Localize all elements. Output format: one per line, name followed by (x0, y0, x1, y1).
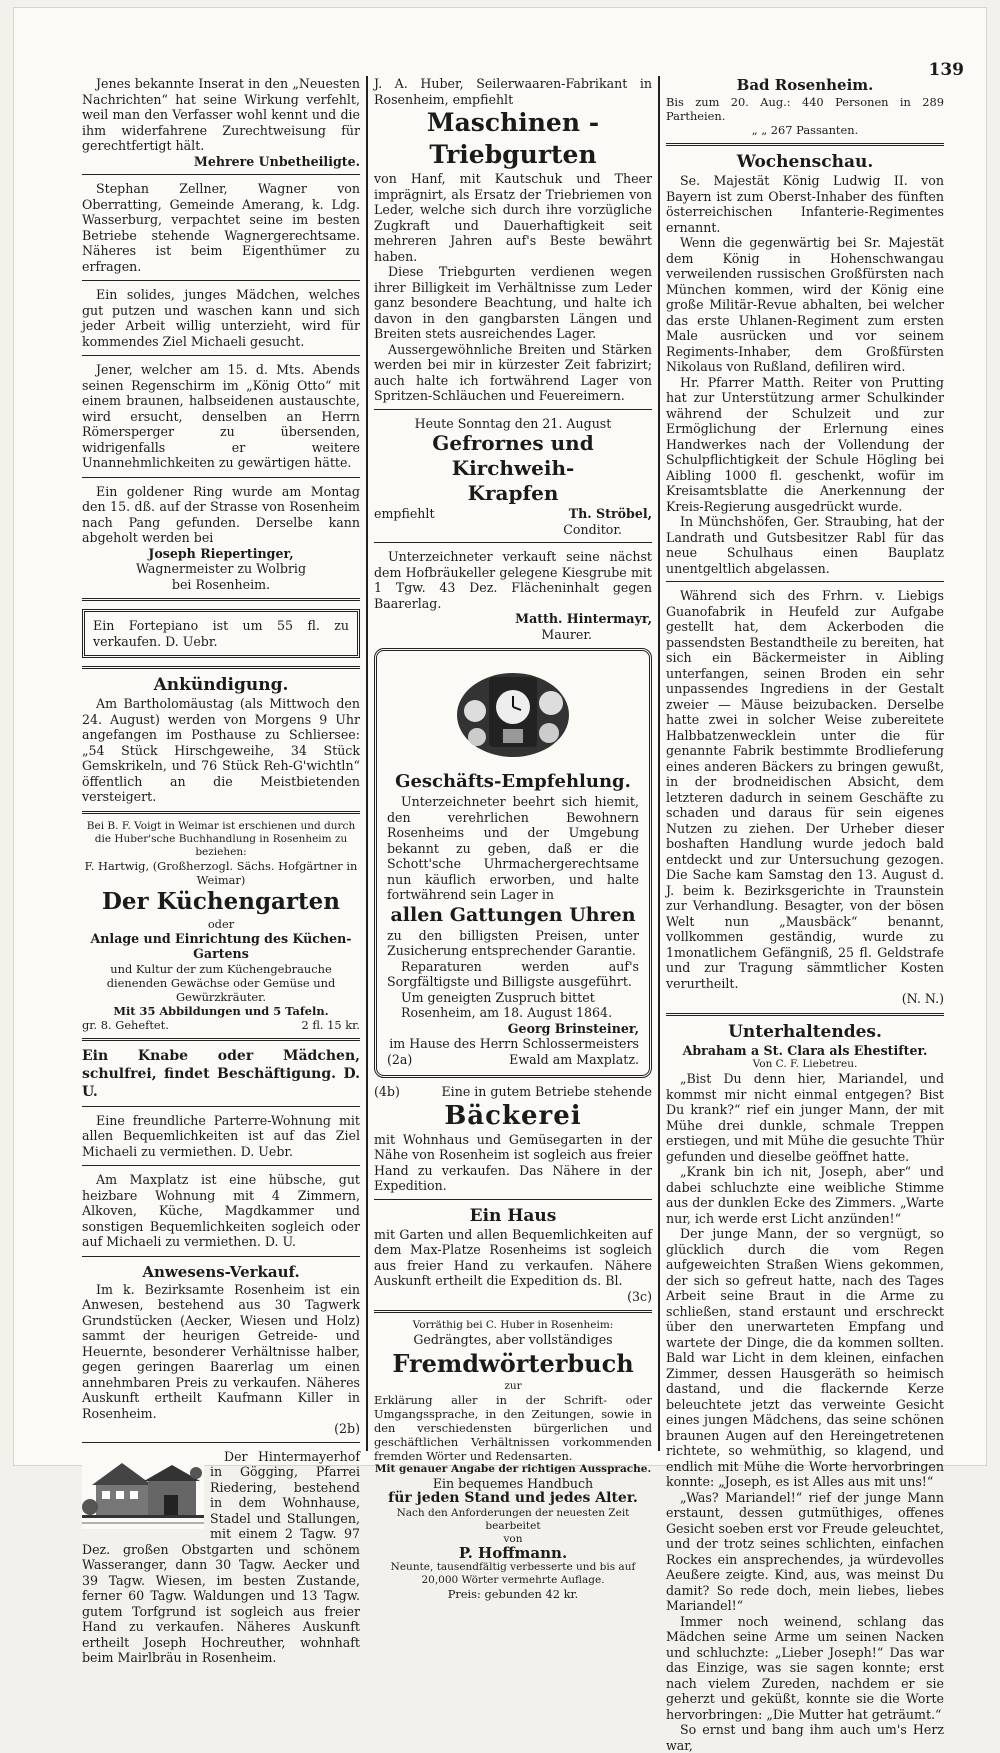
ad-reference: (2b) (334, 1421, 360, 1436)
ad-text: Reparaturen werden auf's Sorgfältigste und Billigste ausgeführt. (387, 958, 639, 989)
book-title: Fremdwörterbuch (392, 1348, 634, 1378)
ad-text: mit Wohnhaus und Gemüsegarten in der Nähe von Rosenheim ist sogleich aus freier Hand zu verkaufen. Das Nähere in der Expedition. (374, 1131, 652, 1193)
divider (666, 581, 944, 582)
ad-intro: Eine in gutem Betriebe stehende (441, 1084, 652, 1099)
ad-text: Ein Fortepiano ist um 55 fl. zu verkaufen. D. Uebr. (93, 618, 349, 649)
ad-text: Unterzeichneter verkauft seine nächst dem Hofbräukeller gelegene Kiesgrube mit 1 Tgw. 43 Dez. Flächeninhalt gegen Baarerlag. (374, 549, 652, 611)
book-price-row (82, 1018, 360, 1032)
ad-text: von Hanf, mit Kautschuk und Theer imprägnirt, als Ersatz der Triebriemen von Leder, welche sich durch ihre vorzügliche Zugkraft und Dauerhaftigkeit seit mehreren Jahren auf's Beste bewährt haben. (374, 171, 652, 264)
column-right (666, 76, 944, 1753)
column-left (82, 76, 360, 1665)
ad-signature: Wagnermeister zu Wolbrig (135, 561, 307, 576)
bath-stats: Bis zum 20. Aug.: 440 Personen in 289 Partheien. (666, 95, 944, 123)
story-paragraph: „Krank bin ich nit, Joseph, aber“ und dabei schluchzte eine weibliche Stimme aus der dunklen Ecke des Zimmers. „Warte nur, ich werde erst Licht anzünden!“ (666, 1164, 944, 1226)
ad-text: Ein goldener Ring wurde am Montag den 15. dß. auf der Strasse von Rosenheim nach Pang gefunden. Derselbe kann abgeholt werden bei (82, 483, 360, 545)
ad-heading: Anwesens-Verkauf. (142, 1262, 300, 1281)
divider (82, 174, 360, 175)
section-heading: Unterhaltendes. (728, 1021, 882, 1042)
divider (82, 1106, 360, 1107)
ad-text: Ein Knabe oder Mädchen, schulfrei, findet Beschäftigung. D. U. (82, 1047, 360, 1100)
book-description: Erklärung aller in der Schrift- oder Umgangssprache, in den Zeitungen, sowie in den verschiedensten bürgerlichen und geschäftlichen Verhältnissen vorkommenden fremden Wörter und Redensarten. (374, 1392, 652, 1463)
ad-signature: Matth. Hintermayr, (515, 611, 652, 626)
book-note: für jeden Stand und jedes Alter. (388, 1490, 638, 1506)
boxed-ad (374, 648, 652, 1078)
news-paragraph: Hr. Pfarrer Matth. Reiter von Prutting hat zur Unterstützung armer Schulkinder während der Schulzeit und zur Ermöglichung der Erlernung eines Handwerkes nach der Vollendung der Schulpflichtigkeit der Schule Högling bei Aibling 1000 fl. geschenkt, wofür im Kreisamtsblatte die Anerkennung der Kreis-Regierung ausgedrückt wurde. (666, 374, 944, 514)
ad-text: Diese Triebgurten verdienen wegen ihrer Billigkeit im Verhältnisse zum Leder ganz besondere Beachtung, und halte ich davon in den gangbarsten Längen und Breiten stets ausreichendes Lager. (374, 264, 652, 341)
divider (82, 1442, 360, 1443)
book-format: gr. 8. Geheftet. (82, 1017, 169, 1032)
divider (374, 1199, 652, 1200)
book-edition: Neunte, tausendfältig verbesserte und bis auf 20,000 Wörter vermehrte Auflage. (390, 1561, 636, 1586)
book-note: Mit genauer Angabe der richtigen Aussprache. (374, 1462, 652, 1475)
book-zur: zur (504, 1379, 522, 1392)
book-author: P. Hoffmann. (458, 1543, 568, 1562)
divider (82, 355, 360, 356)
ad-text: Im k. Bezirksamte Rosenheim ist ein Anwesen, bestehend aus 30 Tagwerk Grundstücken (Aecker, Wiesen und Holz) sammt der heurigen Getreide- und Heuernte, besonderer Verhältnisse halber, gegen geringen Baarerlag um einen annehmbaren Preis zu verkaufen. Näheres Auskunft ertheilt Kaufmann Killer in Rosenheim. (82, 1281, 360, 1421)
ad-signature-row (387, 1052, 639, 1068)
divider (82, 1038, 360, 1041)
clocks-illustration (453, 663, 573, 763)
ad-signature: Ewald am Maxplatz. (509, 1051, 639, 1067)
ad-signature: Georg Brinsteiner, (507, 1020, 639, 1036)
ad-heading: Gefrornes und Kirchweih- (432, 431, 594, 480)
book-title: Der Küchengarten (101, 887, 341, 915)
ad-signature: im Hause des Herrn Schlossermeisters (389, 1036, 639, 1051)
ad-text: Am Maxplatz ist eine hübsche, gut heizbare Wohnung mit 4 Zimmern, Alkoven, Küche, Magdkammer und sonstigen Bequemlichkeiten sogleich oder auf Michaeli zu vermiethen. D. U. (82, 1172, 360, 1249)
column-rule (366, 76, 368, 1451)
book-illustrations: Mit 35 Abbildungen und 5 Tafeln. (113, 1003, 329, 1018)
book-description: und Kultur der zum Küchengebrauche dienenden Gewächse oder Gemüse und Gewürzkräuter. (106, 961, 336, 1004)
divider (82, 811, 360, 814)
column-middle (374, 76, 652, 1601)
book-note: Nach den Anforderungen der neuesten Zeit bearbeitet (396, 1506, 630, 1532)
ad-intro-row (374, 1084, 652, 1100)
divider (374, 409, 652, 410)
ad-text: Aussergewöhnliche Breiten und Stärken werden bei mir in kürzester Zeit fabrizirt; auch halte ich fortwährend Lager von Spritzen-Schläuchen und Feuereimern. (374, 341, 652, 403)
ad-heading: Geschäfts-Empfehlung. (395, 771, 631, 792)
ad-reference: (3c) (627, 1288, 652, 1304)
ad-text: Unterzeichneter beehrt sich hiemit, den verehrlichen Bewohnern Rosenheims und der Umgebung bekannt zu geben, daß er die Schott'sche Uhrmachergerechtsame nun käuflich erworben, und halte fortwährend sein Lager in (387, 794, 639, 902)
farmhouse-illustration (82, 1451, 204, 1529)
story-paragraph: Der junge Mann, der so vergnügt, so glücklich durch die vom Regen aufgeweichten Straßen Wiens gekommen, der sich so gefreut hatte, nach des Tages Arbeit seine Braut in die Arme zu schließen, stand erstaunt und erschreckt über den unerwarteten Empfang und wartete der Dinge, die da kommen sollten. Bald war Licht in dem kleinen, einfachen Zimmer, dessen Hausgeräth so heimisch dastand, und die flackernde Kerze beleuchtete jetzt das verweinte Gesicht eines jungen Mädchens, das seine schönen braunen Augen auf den Hereingetretenen richtete, so wehmüthig, so klagend, und endlich mit Mühe die Worte hervorbringen konnte: „Joseph, es ist Alles aus mit uns!“ (666, 1226, 944, 1489)
ad-text: empfiehlt (374, 506, 435, 521)
ad-heading: Krapfen (467, 481, 559, 505)
ad-text: Ein solides, junges Mädchen, welches gut putzen und waschen kann und sich jeder Arbeit willig unterzieht, wird für kommendes Ziel Michaeli gesucht. (82, 287, 360, 349)
ad-text: Stephan Zellner, Wagner von Oberratting, Gemeinde Amerang, k. Ldg. Wasserburg, verpachtet seine im besten Betriebe stehende Wagnergerechtsame. Näheres ist beim Eigenthümer zu erfragen. (82, 181, 360, 274)
boxed-ad (82, 609, 360, 658)
divider (82, 598, 360, 601)
ad-signature: Maurer. (541, 626, 592, 642)
page-number: 139 (928, 60, 964, 80)
ad-text: Am Bartholomäustag (als Mittwoch den 24. August) werden von Morgens 9 Uhr angefangen im Posthause zu Schliersee: „54 Stück Hirschgeweihe, 34 Stück Gemskrikeln, und 76 Stück Reh-G'wichtln“ öffentlich an die Meistbietenden versteigert. (82, 696, 360, 804)
news-paragraph: In Münchshöfen, Ger. Straubing, hat der Landrath und Gutsbesitzer Rabl für das neue Schulhaus einen Bauplatz unentgeltlich abgelassen. (666, 514, 944, 576)
book-subtitle: Anlage und Einrichtung des Küchen-Gartens (90, 930, 352, 961)
ad-reference: (4b) (374, 1084, 400, 1099)
book-intro: Bei B. F. Voigt in Weimar ist erschienen und durch die Huber'sche Buchhandlung in Rosenheim zu beziehen: (86, 819, 356, 858)
newspaper-page (14, 8, 986, 1753)
news-signature: (N. N.) (901, 991, 944, 1006)
ad-intro: J. A. Huber, Seilerwaaren-Fabrikant in Rosenheim, empfiehlt (374, 76, 652, 107)
ad-text: Jener, welcher am 15. d. Mts. Abends seinen Regenschirm im „König Otto“ mit einem braunen, halbseidenen austauschte, wird ersucht, denselben an Herrn Römersperger zu übersenden, widrigenfalls er weitere Unannehmlichkeiten zu gewärtigen hätte. (82, 362, 360, 470)
ad-signature: Conditor. (563, 521, 622, 537)
ad-text: mit Garten und allen Bequemlichkeiten auf dem Max-Platze Rosenheims ist sogleich aus freier Hand zu verkaufen. Nähere Auskunft ertheilt die Expedition ds. Bl. (374, 1226, 652, 1288)
ad-text: Der Hintermayerhof in Gögging, Pfarrei Riedering, bestehend in dem Wohnhause, Stadel und Stallungen, mit einem 2 Tagw. 97 Dez. großen Obstgarten und schönem Wasseranger, dann 30 Tagw. Aecker und 39 Tagw. Wiesen, im besten Zustande, ferner 60 Tagw. Waldungen und 13 Tagw. gutem Torfgrund ist sogleich aus freier Hand zu verkaufen. Näheres Auskunft ertheilt Joseph Hochreuther, wohnhaft beim Mairlbräu in Rosenheim. (82, 1448, 360, 1665)
ad-text: Jenes bekannte Inserat in den „Neuesten Nachrichten“ hat seine Wirkung verfehlt, weil man den Verfasser wohl kennt und die ihm widerfahrene Zurechtweisung für gerechtfertigt hält. (82, 76, 360, 153)
story-author: Von C. F. Liebetreu. (752, 1058, 858, 1070)
story-paragraph: „Was? Mariandel!“ rief der junge Mann erstaunt, dessen gutmüthiges, offenes Gesicht soeben erst vor Freude geleuchtet, und der trotz seines schlichten, einfachen Rockes ein ansprechendes, ja würdevolles Aeußere zeigte. Kind, aus, was meinst Du damit? So rede doch, mein liebes, liebes Mariandel!“ (666, 1489, 944, 1613)
divider (82, 477, 360, 478)
divider (374, 542, 652, 543)
ad-text: zu den billigsten Preisen, unter Zusicherung entsprechender Garantie. (387, 927, 639, 958)
story-paragraph: So ernst und bang ihm auch um's Herz war, (666, 1722, 944, 1753)
ad-date: Heute Sonntag den 21. August (414, 415, 612, 431)
news-paragraph: Wenn die gegenwärtig bei Sr. Majestät dem König in Hohenschwangau verweilenden russischen Großfürsten nach München kommen, wird der König eine große Militär-Revue abhalten, bei welcher das erste Uhlanen-Regiment zum ersten Male ausrücken und vor seinem Regiments-Inhaber, dem Großfürsten Nikolaus von Rußland, defiliren wird. (666, 235, 944, 374)
book-oder: oder (207, 916, 235, 931)
divider (82, 1256, 360, 1257)
divider (82, 280, 360, 281)
news-paragraph: Se. Majestät König Ludwig II. von Bayern ist zum Oberst-Inhaber des fünften österreichischen Infanterie-Regimentes ernannt. (666, 173, 944, 235)
book-author: F. Hartwig, (Großherzogl. Sächs. Hofgärtner in Weimar) (84, 858, 358, 887)
ad-heading: Bäckerei (444, 1100, 582, 1131)
ad-reference: (2a) (387, 1051, 413, 1067)
ad-signature: Th. Ströbel, (568, 506, 652, 521)
ad-text: Um geneigten Zuspruch bittet (401, 989, 595, 1005)
section-heading: Bad Rosenheim. (736, 76, 874, 94)
column-rule (658, 76, 660, 1451)
divider (666, 143, 944, 146)
book-note: von (503, 1532, 523, 1545)
divider (666, 1013, 944, 1016)
book-price: Preis: gebunden 42 kr. (447, 1587, 579, 1601)
book-intro: Vorräthig bei C. Huber in Rosenheim: (412, 1319, 614, 1331)
divider (82, 1165, 360, 1166)
news-paragraph: Während sich des Frhrn. v. Liebigs Guanofabrik in Heufeld zur Aufgabe gestellt hat, dem Ackerboden die passendsten Bestandtheile zu bereiten, hat sich ein Bäckermeister in Aibling unterfangen, seinen Broden ein sehr unpassendes Ingrediens in der Gestalt zweier — Mäuse beizubacken. Derselbe hatte zwei in solcher Weise zubereitete Halbbatzenwecklein unter die für genannte Fabrik bestimmte Brodlieferung eines anderen Bäckers zu bringen gewußt, in der brodneidischen Absicht, dem letzteren dadurch in seinem Geschäfte zu schaden und daraus für sein eigenes Nutzen zu ziehen. Der Urheber dieser boshaften Handlung wurde jedoch bald entdeckt und zur Untersuchung gezogen. Die Sache kam Samstag den 13. August d. J. beim k. Bezirksgerichte in Traunstein zur Verhandlung. Besagter, von der bösen Welt nun „Mausbäck“ benannt, vollkommen geständig, wurde zu 1monatlichem Gefängniß, 25 fl. Geldstrafe und zur Tragung sämmtlicher Kosten verurtheilt. (666, 588, 944, 991)
divider (374, 1310, 652, 1313)
ad-heading: Ein Haus (469, 1205, 557, 1226)
ad-highlight: allen Gattungen Uhren (390, 903, 636, 926)
ad-signature: bei Rosenheim. (171, 576, 271, 592)
ad-signature-row (374, 506, 652, 522)
section-heading: Wochenschau. (736, 152, 874, 172)
ad-date: Rosenheim, am 18. August 1864. (401, 1005, 613, 1020)
book-subtitle: Gedrängtes, aber vollständiges (413, 1332, 613, 1347)
ad-signature: Joseph Riepertinger, (148, 545, 294, 561)
story-title: Abraham a St. Clara als Ehestifter. (682, 1042, 928, 1058)
book-price: 2 fl. 15 kr. (301, 1017, 360, 1032)
story-paragraph: „Bist Du denn hier, Mariandel, und kommst mir nicht einmal entgegen? Bist Du krank?“ rief ein junger Mann, der mit Mühe drei dunkle, schmale Treppen erstiegen, und mit Mühe die gesuchte Thür gefunden und dieselbe geöffnet hatte. (666, 1071, 944, 1164)
story-paragraph: Immer noch weinend, schlang das Mädchen seine Arme um seinen Nacken und schluchzte: „Lieber Joseph!“ Das war das Einzige, was sie sagen konnte; erst nach vielem Zureden, nachdem er sie geherzt und geküßt, konnte sie die Worte hervorbringen: „Die Mutter hat geträumt.“ (666, 1613, 944, 1722)
ad-heading: Ankündigung. (153, 675, 289, 695)
bath-stats: „ „ 267 Passanten. (751, 123, 859, 137)
ad-signature: Mehrere Unbetheiligte. (193, 153, 360, 169)
ad-text: Eine freundliche Parterre-Wohnung mit allen Bequemlichkeiten ist auf das Ziel Michaeli zu vermiethen. D. Uebr. (82, 1112, 360, 1159)
ad-heading: Maschinen - Triebgurten (426, 108, 600, 169)
divider (82, 666, 360, 669)
book-note: Ein bequemes Handbuch (432, 1475, 594, 1491)
